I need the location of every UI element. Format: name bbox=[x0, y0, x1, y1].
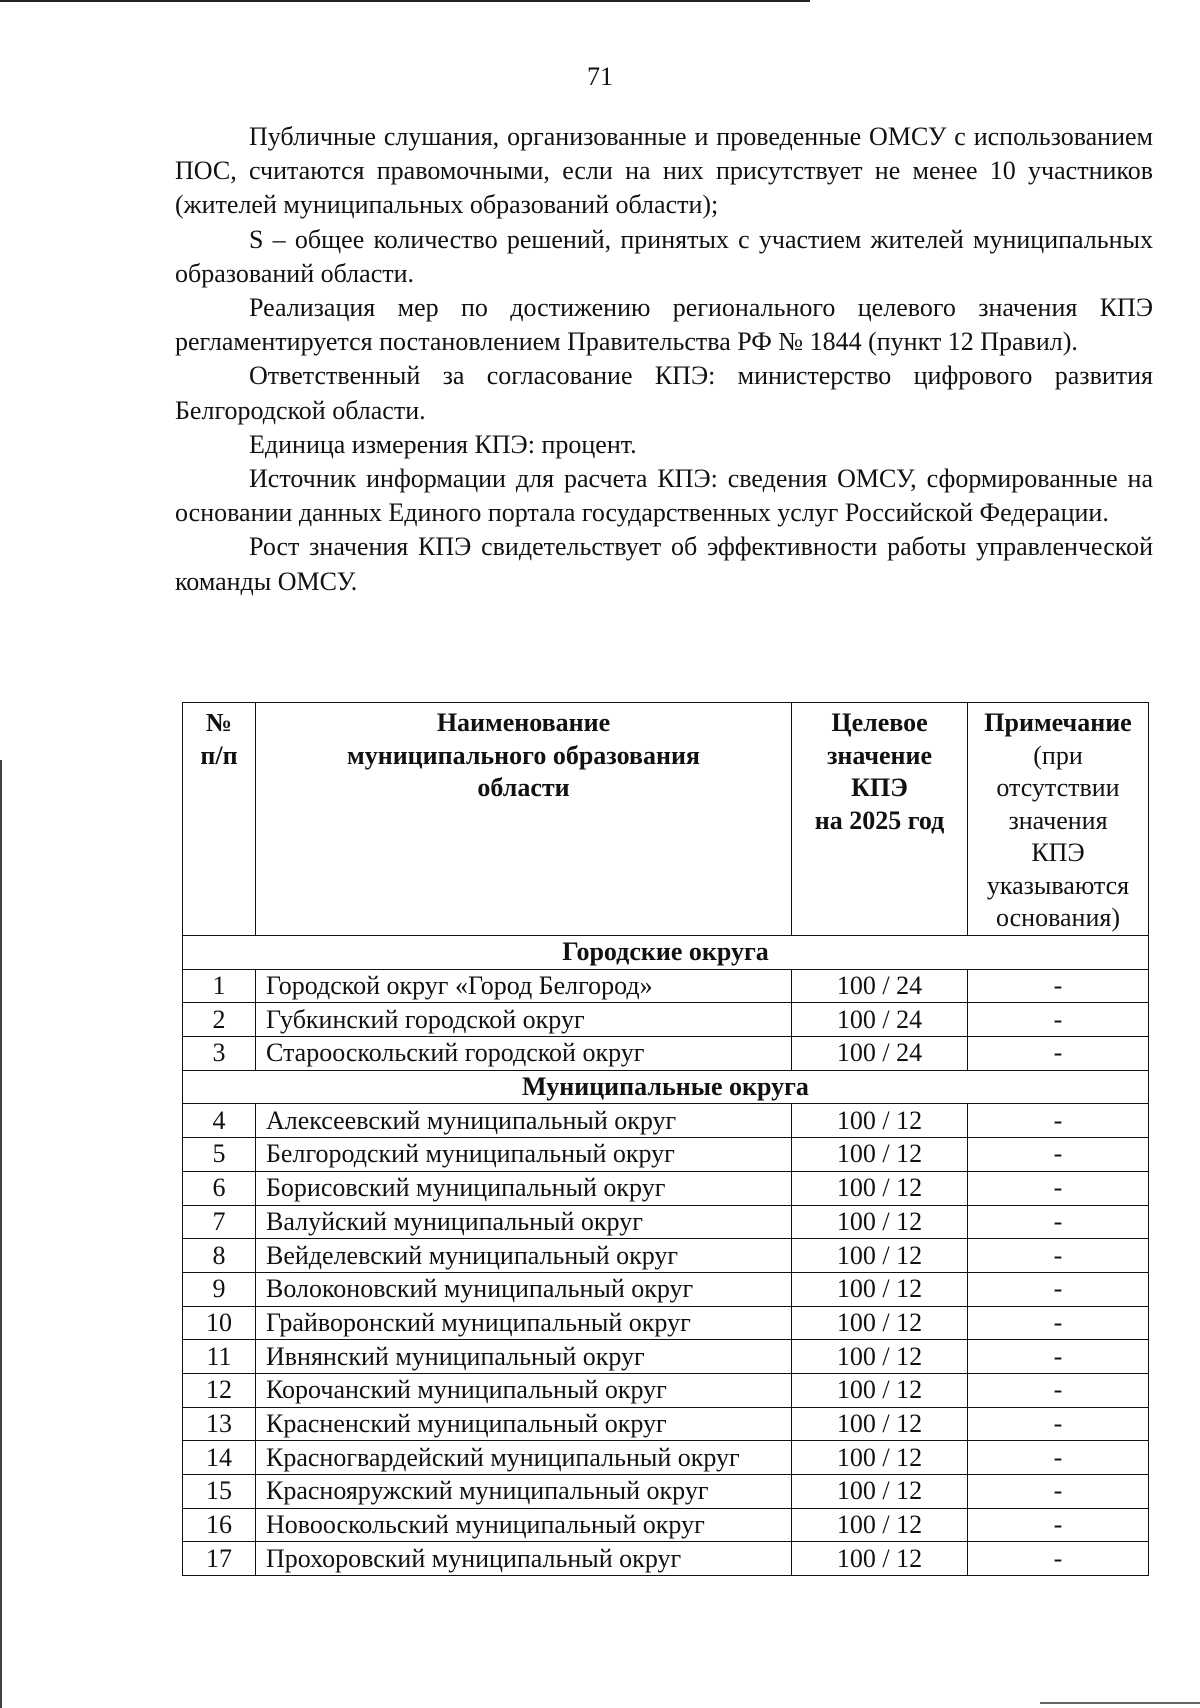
table-row bbox=[183, 1407, 1149, 1441]
row-target-value: 100 / 12 bbox=[792, 1441, 968, 1475]
row-number: 13 bbox=[183, 1407, 256, 1441]
header-note-line5: указываются bbox=[986, 870, 1130, 900]
row-note: - bbox=[968, 1508, 1149, 1542]
header-number bbox=[183, 703, 256, 936]
header-number-line2: п/п bbox=[200, 740, 238, 770]
row-number: 6 bbox=[183, 1171, 256, 1205]
row-target-value: 100 / 12 bbox=[792, 1340, 968, 1374]
row-target-value: 100 / 12 bbox=[792, 1138, 968, 1172]
scan-edge-left bbox=[0, 760, 2, 1708]
scan-edge-bottom bbox=[1040, 1702, 1200, 1704]
header-note-title: Примечание bbox=[984, 708, 1132, 737]
row-number: 8 bbox=[183, 1239, 256, 1273]
row-note: - bbox=[968, 1171, 1149, 1205]
row-target-value: 100 / 12 bbox=[792, 1306, 968, 1340]
header-number-line1: № bbox=[205, 708, 233, 737]
row-note: - bbox=[968, 1542, 1149, 1576]
row-number: 4 bbox=[183, 1104, 256, 1138]
row-note: - bbox=[968, 1441, 1149, 1475]
row-name: Волоконовский муниципальный округ bbox=[256, 1272, 792, 1306]
row-name: Новооскольский муниципальный округ bbox=[256, 1508, 792, 1542]
body-text bbox=[175, 120, 1153, 599]
table-row bbox=[183, 1037, 1149, 1071]
header-target-line4: на 2025 год bbox=[814, 805, 945, 835]
row-target-value: 100 / 12 bbox=[792, 1239, 968, 1273]
row-note: - bbox=[968, 1340, 1149, 1374]
row-note: - bbox=[968, 1373, 1149, 1407]
header-note bbox=[968, 703, 1149, 936]
table-body bbox=[183, 936, 1149, 1576]
section-title: Городские округа bbox=[183, 936, 1149, 970]
header-note-line4: КПЭ bbox=[1031, 838, 1085, 867]
header-name bbox=[256, 703, 792, 936]
table-row bbox=[183, 1340, 1149, 1374]
row-number: 2 bbox=[183, 1003, 256, 1037]
row-name: Губкинский городской округ bbox=[256, 1003, 792, 1037]
row-target-value: 100 / 12 bbox=[792, 1508, 968, 1542]
row-name: Вейделевский муниципальный округ bbox=[256, 1239, 792, 1273]
row-name: Грайворонский муниципальный округ bbox=[256, 1306, 792, 1340]
paragraph-source: Источник информации для расчета КПЭ: сведения ОМСУ, сформированные на основании данных Единого портала государственных услуг Российской Федерации. bbox=[175, 464, 1153, 528]
row-number: 1 bbox=[183, 969, 256, 1003]
row-number: 5 bbox=[183, 1138, 256, 1172]
row-number: 7 bbox=[183, 1205, 256, 1239]
row-name: Красненский муниципальный округ bbox=[256, 1407, 792, 1441]
table-row bbox=[183, 1508, 1149, 1542]
table-row bbox=[183, 1003, 1149, 1037]
scan-edge-top bbox=[0, 0, 810, 2]
row-number: 12 bbox=[183, 1373, 256, 1407]
table-row bbox=[183, 1475, 1149, 1509]
row-name: Корочанский муниципальный округ bbox=[256, 1373, 792, 1407]
row-name: Старооскольский городской округ bbox=[256, 1037, 792, 1071]
header-target bbox=[792, 703, 968, 936]
row-number: 3 bbox=[183, 1037, 256, 1071]
row-number: 10 bbox=[183, 1306, 256, 1340]
row-name: Борисовский муниципальный округ bbox=[256, 1171, 792, 1205]
row-note: - bbox=[968, 1003, 1149, 1037]
row-note: - bbox=[968, 1037, 1149, 1071]
row-name: Белгородский муниципальный округ bbox=[256, 1138, 792, 1172]
paragraph-responsible: Ответственный за согласование КПЭ: министерство цифрового развития Белгородской области. bbox=[175, 361, 1153, 425]
section-title: Муниципальные округа bbox=[183, 1070, 1149, 1104]
table-header-row bbox=[183, 703, 1149, 936]
header-note-line2: отсутствии bbox=[996, 773, 1120, 802]
header-target-line2: значение bbox=[826, 740, 933, 770]
paragraph-unit: Единица измерения КПЭ: процент. bbox=[249, 429, 637, 459]
row-target-value: 100 / 12 bbox=[792, 1373, 968, 1407]
row-name: Алексеевский муниципальный округ bbox=[256, 1104, 792, 1138]
row-note: - bbox=[968, 1239, 1149, 1273]
row-note: - bbox=[968, 1407, 1149, 1441]
row-target-value: 100 / 24 bbox=[792, 1003, 968, 1037]
paragraph-regulation: Реализация мер по достижению регионального целевого значения КПЭ регламентируется постановлением Правительства РФ № 1844 (пункт 12 Правил). bbox=[175, 293, 1153, 357]
row-target-value: 100 / 12 bbox=[792, 1205, 968, 1239]
header-name-line3: области bbox=[477, 773, 570, 802]
row-target-value: 100 / 24 bbox=[792, 969, 968, 1003]
table-row bbox=[183, 1104, 1149, 1138]
row-name: Ивнянский муниципальный округ bbox=[256, 1340, 792, 1374]
row-target-value: 100 / 12 bbox=[792, 1407, 968, 1441]
kpe-table bbox=[182, 702, 1149, 1576]
row-target-value: 100 / 12 bbox=[792, 1272, 968, 1306]
header-target-line1: Целевое bbox=[831, 708, 928, 737]
row-note: - bbox=[968, 969, 1149, 1003]
header-name-line2: муниципального образования bbox=[347, 740, 700, 770]
paragraph-growth: Рост значения КПЭ свидетельствует об эффективности работы управленческой команды ОМСУ. bbox=[175, 532, 1153, 596]
row-target-value: 100 / 12 bbox=[792, 1104, 968, 1138]
table-row bbox=[183, 1542, 1149, 1576]
row-number: 11 bbox=[183, 1340, 256, 1374]
table-row bbox=[183, 1171, 1149, 1205]
row-number: 15 bbox=[183, 1475, 256, 1509]
row-note: - bbox=[968, 1272, 1149, 1306]
header-note-line1: (при bbox=[1033, 740, 1083, 770]
section-row bbox=[183, 1070, 1149, 1104]
table-row bbox=[183, 1306, 1149, 1340]
page-number: 71 bbox=[587, 62, 613, 91]
row-name: Прохоровский муниципальный округ bbox=[256, 1542, 792, 1576]
row-note: - bbox=[968, 1475, 1149, 1509]
header-target-line3: КПЭ bbox=[851, 773, 908, 802]
row-target-value: 100 / 12 bbox=[792, 1171, 968, 1205]
row-number: 9 bbox=[183, 1272, 256, 1306]
table-row bbox=[183, 1205, 1149, 1239]
paragraph-public-hearings: Публичные слушания, организованные и проведенные ОМСУ с использованием ПОС, считаются правомочными, если на них присутствует не менее 10 участников (жителей муниципальных образований области); bbox=[175, 122, 1153, 220]
header-note-line3: значения bbox=[1008, 805, 1108, 835]
row-name: Красногвардейский муниципальный округ bbox=[256, 1441, 792, 1475]
section-row bbox=[183, 936, 1149, 970]
row-target-value: 100 / 24 bbox=[792, 1037, 968, 1071]
row-note: - bbox=[968, 1138, 1149, 1172]
table-row bbox=[183, 1373, 1149, 1407]
table-row bbox=[183, 1138, 1149, 1172]
row-number: 14 bbox=[183, 1441, 256, 1475]
row-note: - bbox=[968, 1104, 1149, 1138]
row-name: Краснояружский муниципальный округ bbox=[256, 1475, 792, 1509]
row-name: Валуйский муниципальный округ bbox=[256, 1205, 792, 1239]
row-number: 16 bbox=[183, 1508, 256, 1542]
row-number: 17 bbox=[183, 1542, 256, 1576]
row-note: - bbox=[968, 1306, 1149, 1340]
row-name: Городской округ «Город Белгород» bbox=[256, 969, 792, 1003]
paragraph-s-definition: S – общее количество решений, принятых с участием жителей муниципальных образований области. bbox=[175, 224, 1153, 288]
row-note: - bbox=[968, 1205, 1149, 1239]
header-name-line1: Наименование bbox=[436, 708, 611, 737]
table-row bbox=[183, 1239, 1149, 1273]
row-target-value: 100 / 12 bbox=[792, 1475, 968, 1509]
header-note-line6: основания) bbox=[995, 903, 1121, 932]
table-row bbox=[183, 1272, 1149, 1306]
row-target-value: 100 / 12 bbox=[792, 1542, 968, 1576]
table-row bbox=[183, 1441, 1149, 1475]
table-row bbox=[183, 969, 1149, 1003]
